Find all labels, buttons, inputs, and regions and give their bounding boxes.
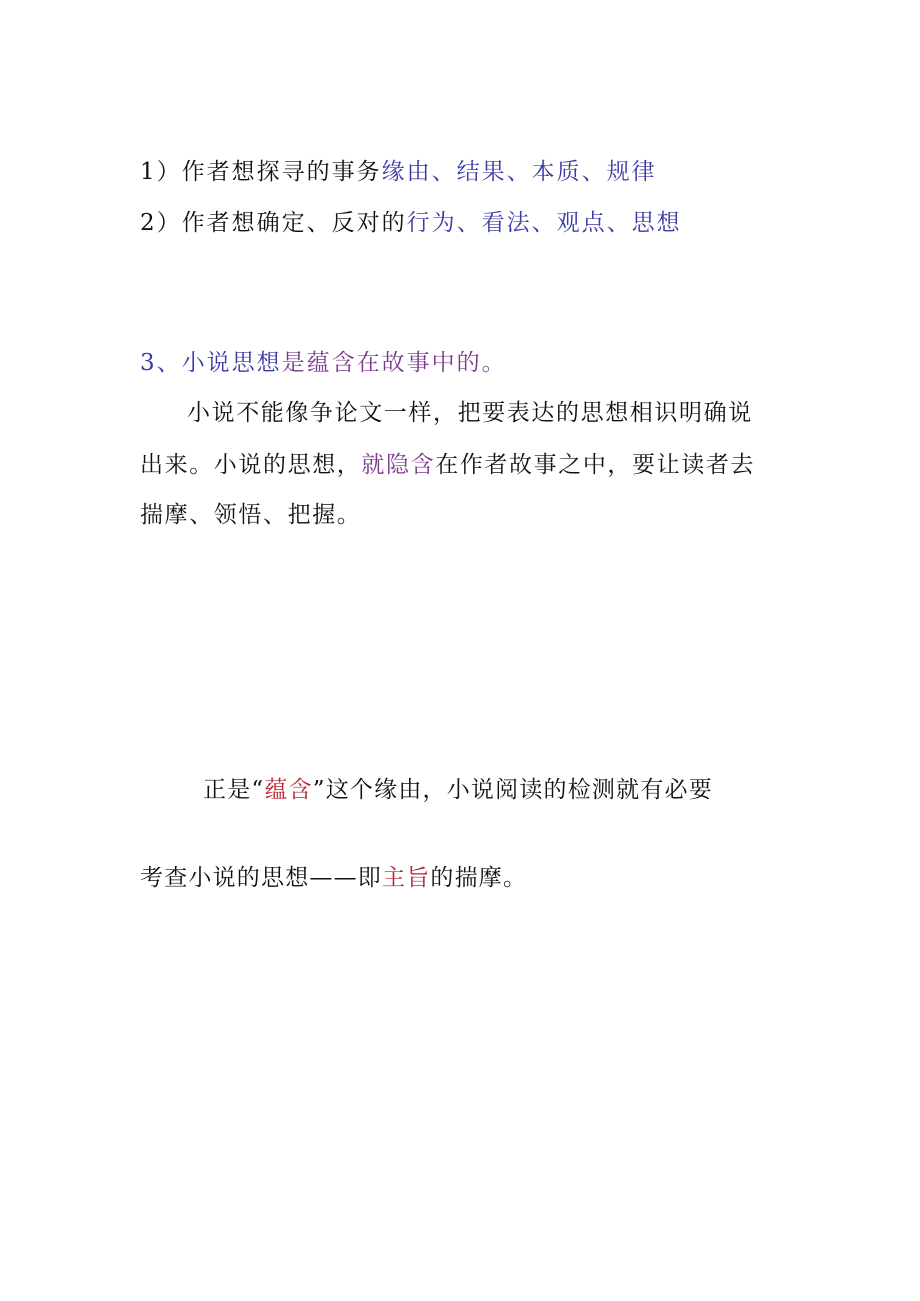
- section-3-paragraph-line-2-end: 在作者故事之中，要让读者去: [435, 452, 756, 478]
- list-item-1-highlight: 缘由、结果、本质、规律: [381, 159, 657, 185]
- section-3-paragraph-line-3: 揣摩、领悟、把握。: [140, 502, 362, 528]
- list-item-2: [140, 207, 682, 239]
- closing-line-1-end: ”这个缘由，小说阅读的检测就有必要: [312, 777, 713, 803]
- closing-line-2-start: 考查小说的思想——即: [140, 865, 382, 891]
- closing-line-1: [203, 774, 713, 806]
- list-item-1: [140, 156, 657, 188]
- closing-line-2: [140, 862, 527, 894]
- list-item-2-prefix: 2）作者想确定、反对的: [140, 210, 407, 236]
- closing-line-2-end: 的揣摩。: [430, 865, 528, 891]
- closing-line-1-start: 正是“: [203, 777, 265, 803]
- section-3-paragraph-highlight: 就隐含: [361, 452, 436, 478]
- section-3-paragraph-line-2-start: 出来。小说的思想，: [140, 452, 362, 478]
- section-3-heading-number: 3、小说思想: [140, 350, 282, 376]
- section-3-heading: [140, 347, 507, 379]
- closing-line-1-highlight: 蕴含: [264, 777, 313, 803]
- list-item-2-highlight: 行为、看法、观点、思想: [406, 210, 682, 236]
- section-3-paragraph-line-2: [140, 449, 755, 481]
- section-3-heading-rest: 是蕴含在故事中的。: [281, 350, 507, 376]
- list-item-1-prefix: 1）作者想探寻的事务: [140, 159, 382, 185]
- section-3-paragraph-line-1: 小说不能像争论文一样，把要表达的思想相识明确说: [187, 400, 753, 426]
- closing-line-2-highlight: 主旨: [382, 865, 431, 891]
